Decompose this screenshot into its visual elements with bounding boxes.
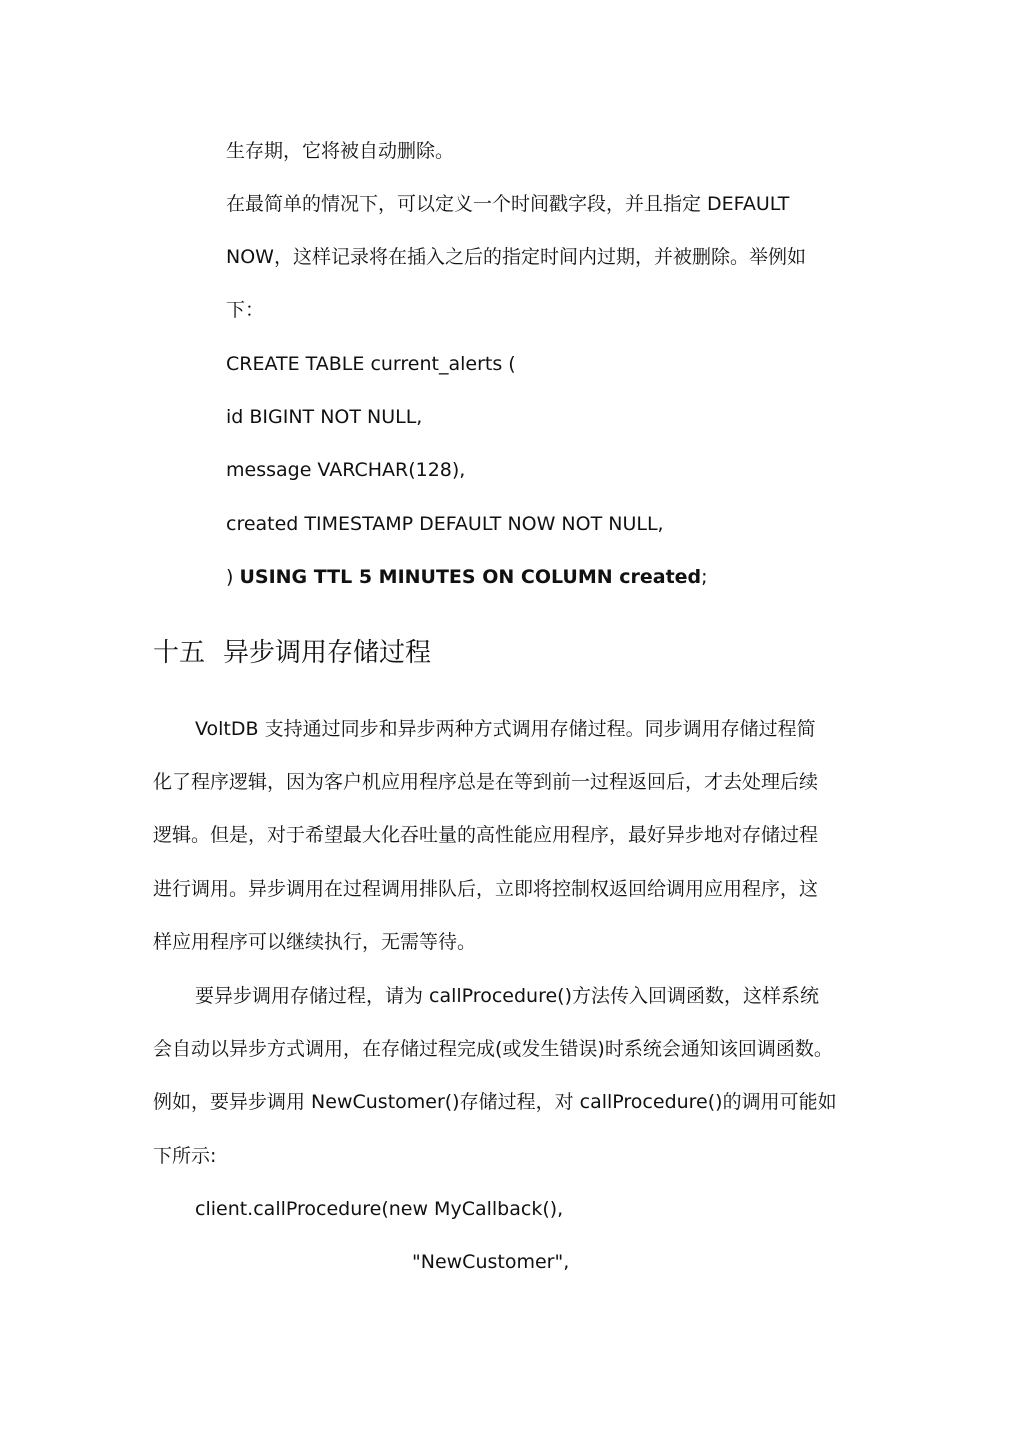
intro-line: 生存期，它将被自动删除。 (226, 140, 455, 162)
section-title: 异步调用存储过程 (223, 638, 432, 668)
section-heading (153, 636, 449, 670)
sql-line: id BIGINT NOT NULL, (226, 406, 423, 428)
intro-line: NOW，这样记录将在插入之后的指定时间内过期，并被删除。举例如 (226, 246, 806, 268)
paragraph-line: 下所示: (153, 1145, 217, 1167)
sql-line-ttl (226, 564, 708, 590)
sql-prefix: ) (226, 566, 240, 588)
code-line: "NewCustomer", (412, 1251, 570, 1273)
intro-line: 下： (226, 299, 265, 321)
sql-line: message VARCHAR(128), (226, 459, 466, 481)
intro-line: 在最简单的情况下，可以定义一个时间戳字段，并且指定 DEFAULT (226, 193, 790, 215)
sql-line: created TIMESTAMP DEFAULT NOW NOT NULL, (226, 513, 664, 535)
sql-ttl-clause: USING TTL 5 MINUTES ON COLUMN created (239, 566, 702, 588)
paragraph-line: 例如，要异步调用 NewCustomer()存储过程，对 callProcedure()的调用可能如 (153, 1091, 837, 1113)
code-line: client.callProcedure(new MyCallback(), (195, 1198, 564, 1220)
sql-suffix: ; (701, 566, 708, 588)
paragraph-line: 进行调用。异步调用在过程调用排队后，立即将控制权返回给调用应用程序，这 (153, 878, 819, 900)
paragraph-line: 逻辑。但是，对于希望最大化吞吐量的高性能应用程序，最好异步地对存储过程 (153, 824, 819, 846)
sql-line: CREATE TABLE current_alerts ( (226, 353, 516, 375)
section-number: 十五 (153, 638, 206, 668)
paragraph-line: 要异步调用存储过程，请为 callProcedure()方法传入回调函数，这样系统 (195, 985, 819, 1007)
paragraph-line: 化了程序逻辑，因为客户机应用程序总是在等到前一过程返回后，才去处理后续 (153, 771, 819, 793)
paragraph-line: 会自动以异步方式调用，在存储过程完成(或发生错误)时系统会通知该回调函数。 (153, 1038, 833, 1060)
paragraph-line: 样应用程序可以继续执行，无需等待。 (153, 931, 477, 953)
paragraph-line: VoltDB 支持通过同步和异步两种方式调用存储过程。同步调用存储过程简 (195, 718, 816, 740)
